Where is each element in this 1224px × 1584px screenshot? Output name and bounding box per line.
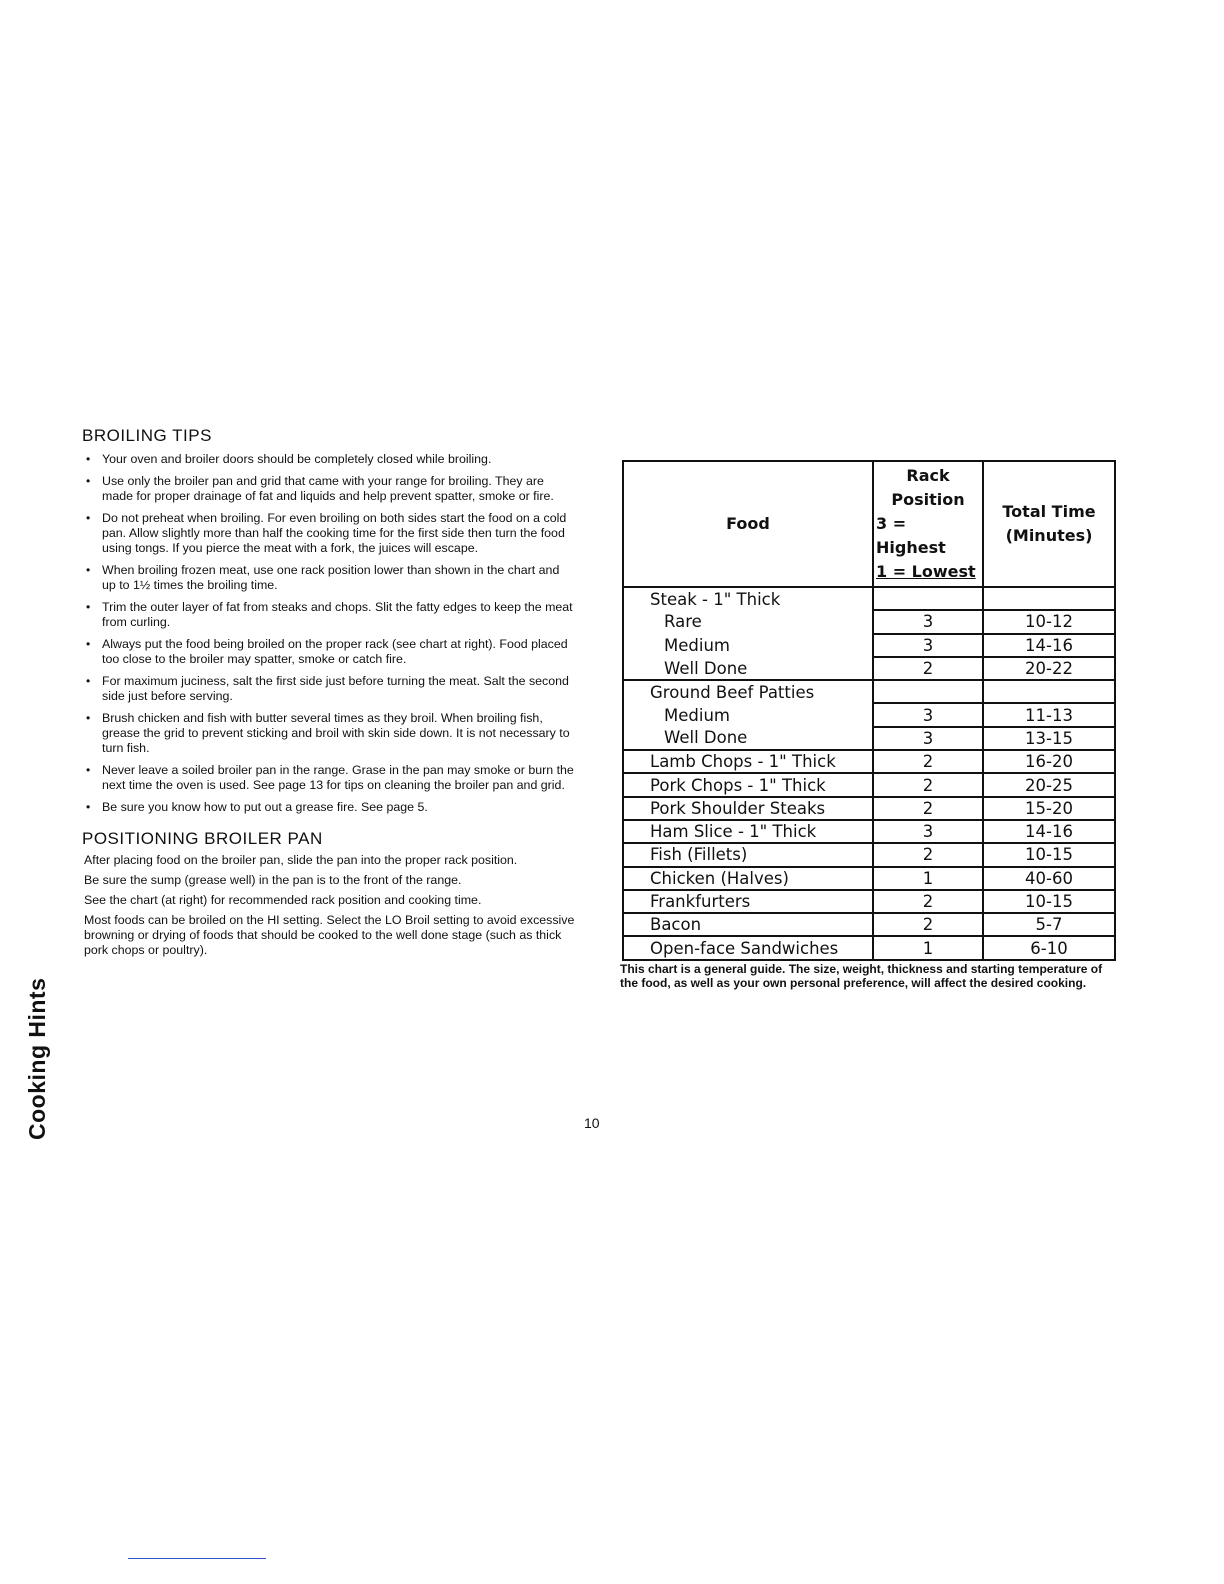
food-cell: Well Done [623,657,873,680]
tip-item: • Always put the food being broiled on the proper rack (see chart at right). Food placed too close to the broiler may spatter, smoke or catch fire. [84,637,576,667]
time-cell: 10-15 [983,890,1115,913]
food-cell: Frankfurters [623,890,873,913]
header-rack-line: 1 = Lowest [876,562,976,581]
table-row [623,703,1115,726]
page-number: 10 [584,1115,600,1131]
rack-cell [873,680,983,703]
table-row [623,587,1115,610]
time-cell: 11-13 [983,703,1115,726]
time-cell: 40-60 [983,867,1115,890]
rack-cell: 3 [873,727,983,750]
time-cell: 13-15 [983,727,1115,750]
table-header-row [623,461,1115,587]
food-cell: Pork Chops - 1" Thick [623,773,873,796]
time-cell: 10-12 [983,610,1115,633]
chart-footnote: This chart is a general guide. The size, weight, thickness and starting temperature of the food, as well as your own personal preference, will affect the desired cooking. [620,962,1103,990]
rack-cell: 2 [873,773,983,796]
table-row [623,773,1115,796]
positioning-paragraph: After placing food on the broiler pan, slide the pan into the proper rack position. [84,853,518,867]
bottom-divider [128,1558,266,1559]
table-row [623,680,1115,703]
table-row [623,750,1115,773]
rack-cell: 2 [873,890,983,913]
time-cell: 10-15 [983,843,1115,866]
food-cell: Medium [623,634,873,657]
header-food: Food [623,461,873,587]
time-cell: 14-16 [983,634,1115,657]
header-time-line: Total Time [1002,502,1096,521]
food-cell: Bacon [623,913,873,936]
food-cell: Lamb Chops - 1" Thick [623,750,873,773]
table-row [623,843,1115,866]
table-row [623,797,1115,820]
time-cell [983,587,1115,610]
rack-cell: 1 [873,936,983,959]
header-rack-line: Rack [906,466,950,485]
positioning-paragraph: See the chart (at right) for recommended rack position and cooking time. [84,893,482,907]
rack-cell: 3 [873,610,983,633]
table-row [623,890,1115,913]
side-tab-label: Cooking Hints [24,977,50,1140]
rack-cell: 2 [873,797,983,820]
positioning-heading: POSITIONING BROILER PAN [82,829,323,848]
broiling-tips-list [84,452,576,815]
table-row [623,867,1115,890]
time-cell: 15-20 [983,797,1115,820]
time-cell: 6-10 [983,936,1115,959]
tip-item: • Do not preheat when broiling. For even broiling on both sides start the food on a cold pan. Allow slightly more than half the cooking time for the first side then turn the food using tongs. If you pierce the meat with a fork, the juices will escape. [84,511,576,556]
tip-item: • When broiling frozen meat, use one rack position lower than shown in the chart and up to 1½ times the broiling time. [84,563,576,593]
table-row [623,634,1115,657]
header-rack-line: 3 = Highest [876,514,946,557]
tip-item: • Brush chicken and fish with butter several times as they broil. When broiling fish, grease the grid to prevent sticking and broil with skin side down. It is not necessary to turn fish. [84,711,576,756]
header-time-line: (Minutes) [1005,526,1093,545]
food-cell: Chicken (Halves) [623,867,873,890]
table-row [623,936,1115,959]
rack-cell: 3 [873,634,983,657]
tip-item: • Use only the broiler pan and grid that came with your range for broiling. They are made for proper drainage of fat and liquids and help prevent spatter, smoke or fire. [84,474,576,504]
time-cell: 20-25 [983,773,1115,796]
food-cell: Rare [623,610,873,633]
rack-cell [873,587,983,610]
broiling-tips-heading: BROILING TIPS [82,426,212,445]
positioning-paragraph: Most foods can be broiled on the HI setting. Select the LO Broil setting to avoid excessive browning or drying of foods that should be cooked to the well done stage (such as thick pork chops or poultry). [84,913,575,957]
rack-cell: 2 [873,843,983,866]
food-cell: Fish (Fillets) [623,843,873,866]
food-cell: Pork Shoulder Steaks [623,797,873,820]
table-row [623,610,1115,633]
time-cell: 20-22 [983,657,1115,680]
table-row [623,657,1115,680]
food-cell: Steak - 1" Thick [623,587,873,610]
tip-item: • Your oven and broiler doors should be completely closed while broiling. [84,452,576,467]
tip-item: • Be sure you know how to put out a grease fire. See page 5. [84,800,576,815]
food-cell: Medium [623,703,873,726]
time-cell: 14-16 [983,820,1115,843]
table-row [623,913,1115,936]
rack-cell: 3 [873,703,983,726]
rack-cell: 2 [873,913,983,936]
left-column [84,426,576,963]
tip-item: • For maximum juciness, salt the first side just before turning the meat. Salt the second side just before serving. [84,674,576,704]
food-cell: Well Done [623,727,873,750]
time-cell: 16-20 [983,750,1115,773]
food-cell: Ham Slice - 1" Thick [623,820,873,843]
table-row [623,727,1115,750]
header-total-time [983,461,1115,587]
tip-item: • Trim the outer layer of fat from steaks and chops. Slit the fatty edges to keep the meat from curling. [84,600,576,630]
rack-cell: 1 [873,867,983,890]
header-rack-line: Position [891,490,965,509]
table-row [623,820,1115,843]
food-cell: Open-face Sandwiches [623,936,873,959]
broiling-chart-table [622,460,1116,961]
rack-cell: 3 [873,820,983,843]
time-cell [983,680,1115,703]
positioning-paragraph: Be sure the sump (grease well) in the pan is to the front of the range. [84,873,462,887]
rack-cell: 2 [873,657,983,680]
food-cell: Ground Beef Patties [623,680,873,703]
header-rack-position [873,461,983,587]
rack-cell: 2 [873,750,983,773]
tip-item: • Never leave a soiled broiler pan in the range. Grase in the pan may smoke or burn the next time the oven is used. See page 13 for tips on cleaning the broiler pan and grid. [84,763,576,793]
time-cell: 5-7 [983,913,1115,936]
